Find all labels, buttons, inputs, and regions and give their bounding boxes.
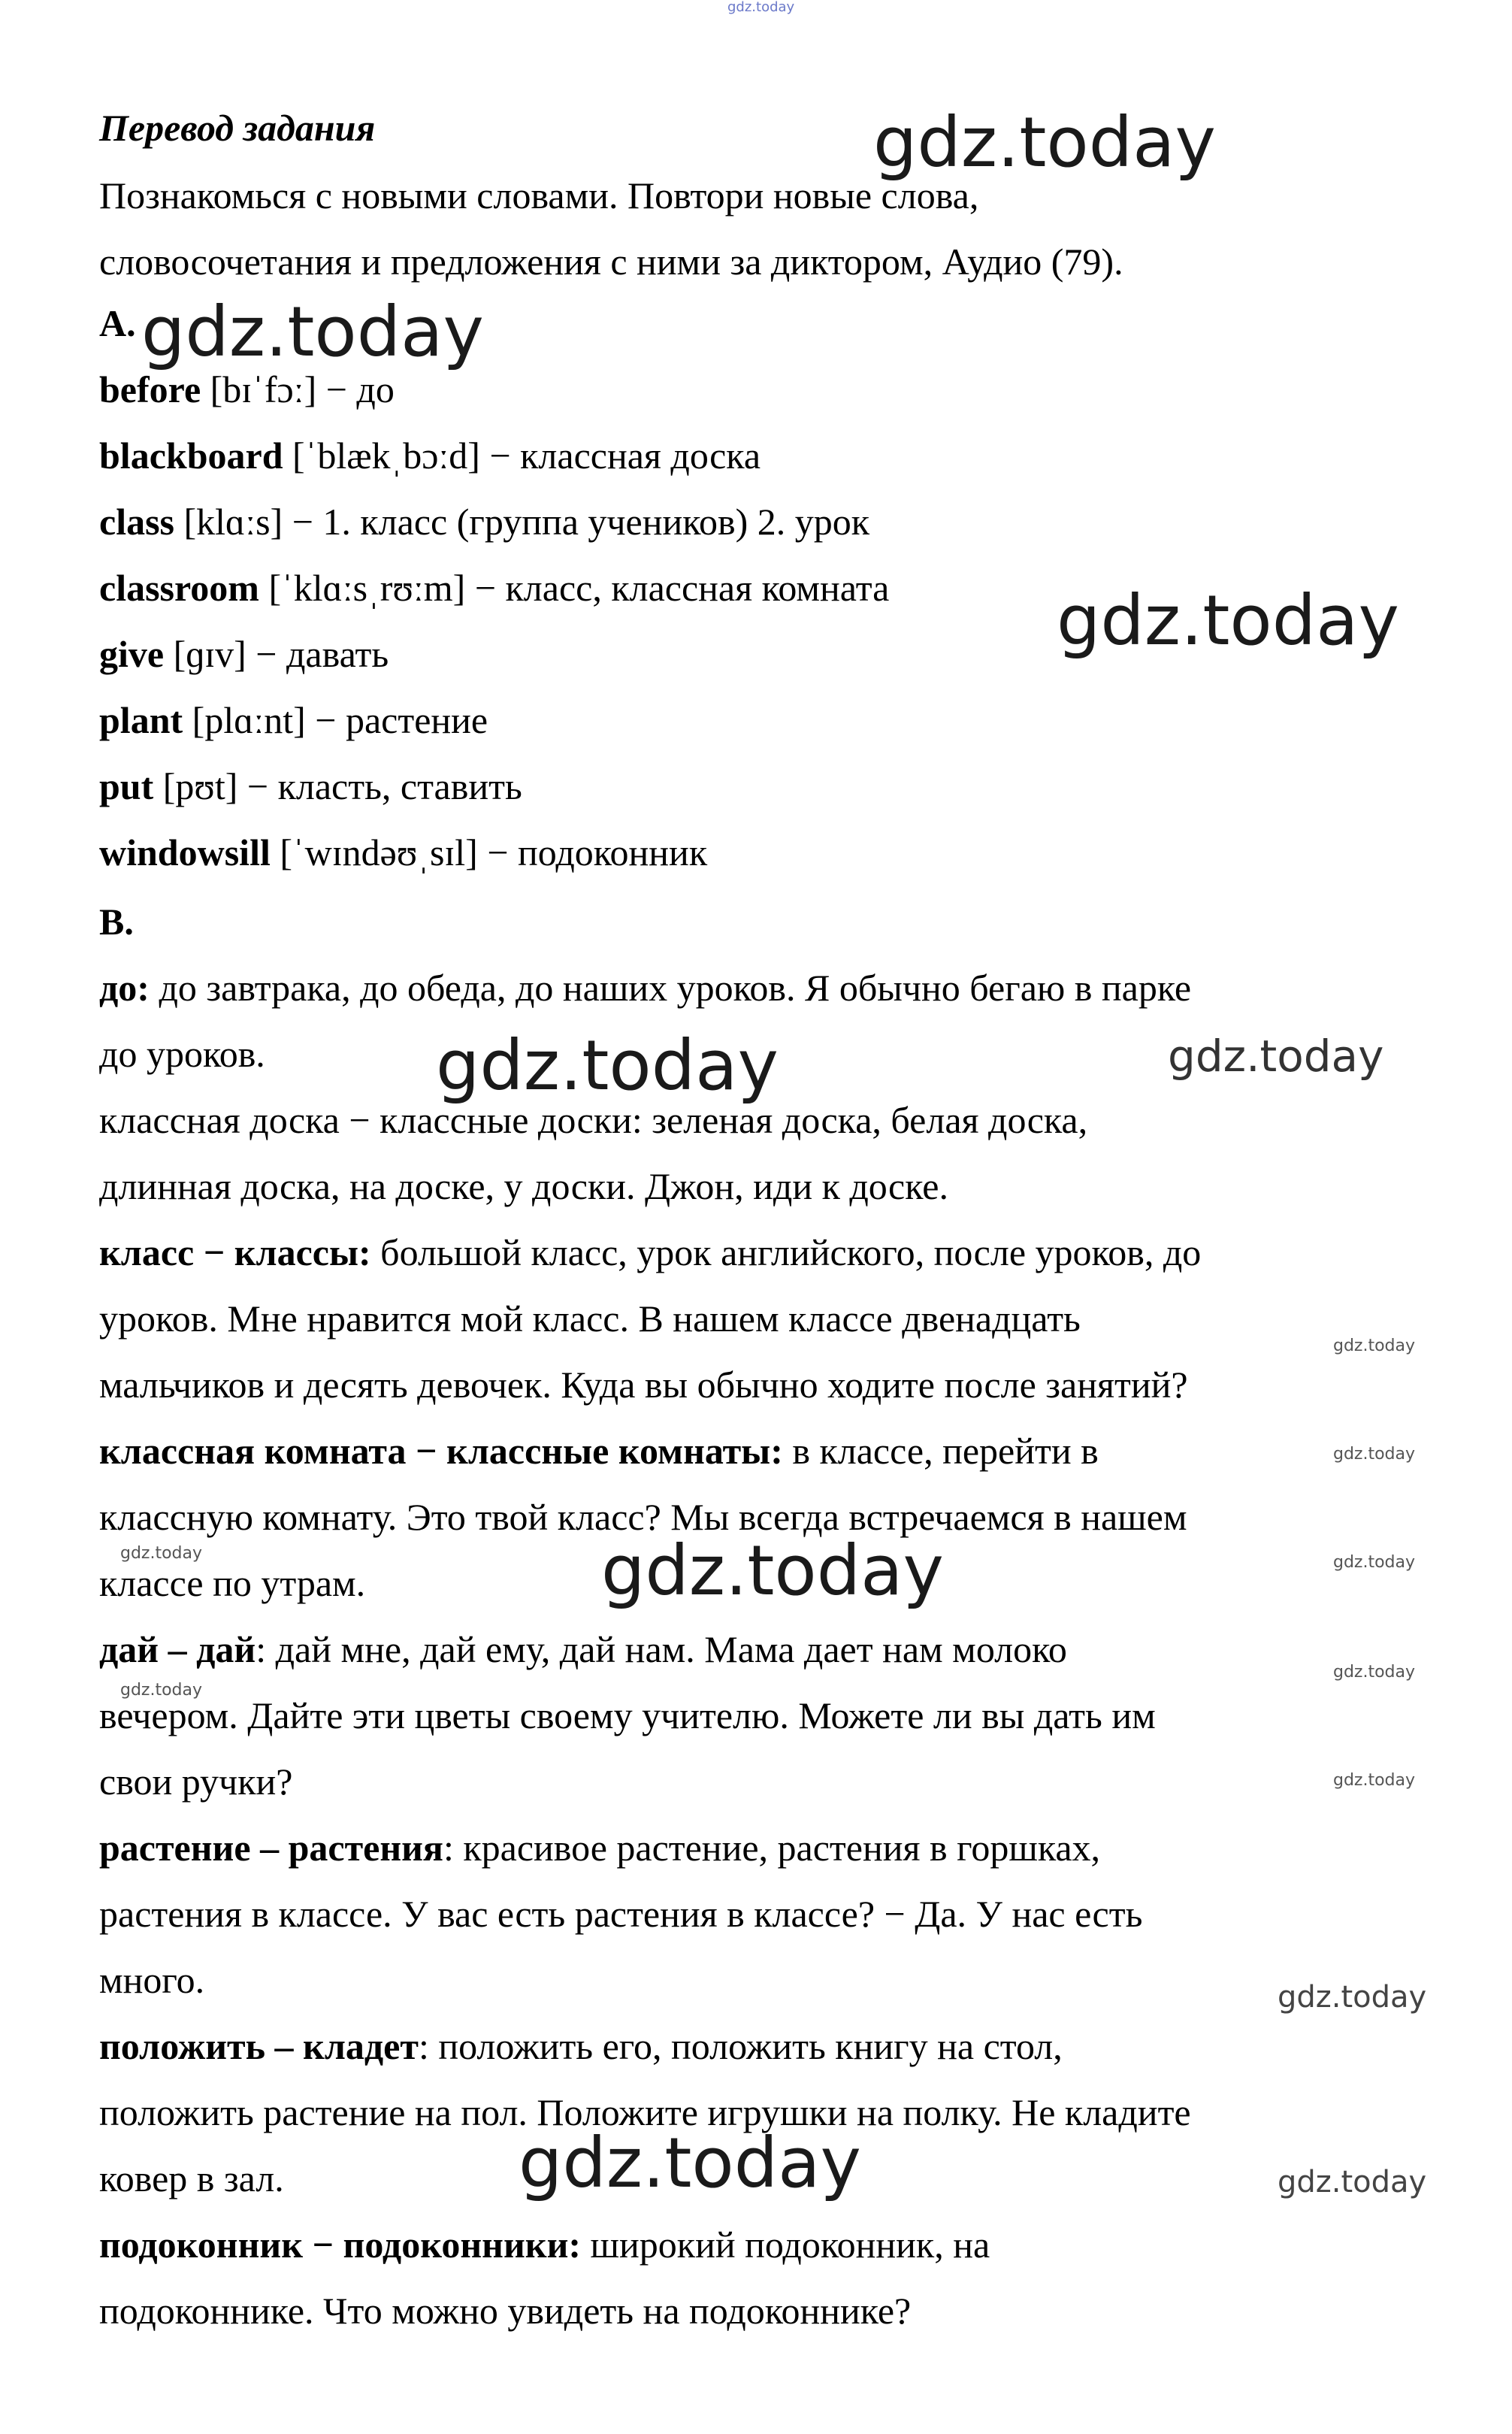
entry-text: подоконнике. Что можно увидеть на подоконнике?	[99, 2290, 912, 2332]
entry-line	[99, 1957, 204, 2003]
vocab-word: before	[99, 368, 201, 410]
entry-text: : дай мне, дай ему, дай нам. Мама дает нам молоко	[256, 1628, 1067, 1670]
intro-line-2: словосочетания и предложения с ними за диктором, Аудио (79).	[99, 241, 1123, 283]
watermark: gdz.today	[141, 292, 484, 372]
section-b-label: B.	[99, 901, 134, 943]
entry-text: мальчиков и десять девочек. Куда вы обычно ходите после занятий?	[99, 1364, 1188, 1406]
vocab-item	[99, 433, 761, 478]
entry-line	[99, 2222, 990, 2267]
vocab-item	[99, 565, 889, 610]
vocab-definition: [ˈblækˌbɔːd] − классная доска	[283, 434, 761, 477]
vocab-definition: [ˈklɑːsˌrʊːm] − класс, классная комната	[259, 567, 890, 609]
entry-term: класс − классы:	[99, 1231, 371, 1273]
entry-line	[99, 1825, 1100, 1870]
entry-line	[99, 1627, 1067, 1672]
entry-line	[99, 1164, 948, 1209]
vocab-item	[99, 499, 869, 544]
entry-line	[99, 1230, 1201, 1275]
entry-line	[99, 2288, 911, 2333]
watermark: gdz.today	[519, 2123, 861, 2203]
vocab-definition: [bɪˈfɔː] − до	[201, 368, 395, 410]
entry-line	[99, 1494, 1187, 1539]
entry-text: свои ручки?	[99, 1760, 293, 1803]
entry-text: до уроков.	[99, 1033, 265, 1075]
entry-text: большой класс, урок английского, после уроков, до	[370, 1231, 1202, 1273]
vocab-item	[99, 367, 395, 412]
watermark-top: gdz.today	[727, 0, 795, 15]
vocab-item	[99, 830, 707, 875]
vocab-word: give	[99, 633, 165, 675]
entry-text: : красивое растение, растения в горшках,	[443, 1827, 1101, 1869]
entry-text: классе по утрам.	[99, 1562, 366, 1604]
watermark: gdz.today	[1278, 1980, 1427, 2015]
watermark: gdz.today	[1057, 580, 1399, 661]
entry-line	[99, 1296, 1081, 1341]
entry-line	[99, 1097, 1087, 1143]
intro-line-1: Познакомься с новыми словами. Повтори новые слова,	[99, 174, 979, 216]
watermark: gdz.today	[1333, 1553, 1416, 1572]
entry-text: длинная доска, на доске, у доски. Джон, иди к доске.	[99, 1165, 948, 1207]
entry-text: много.	[99, 1959, 205, 2001]
vocab-definition: [plɑːnt] − растение	[183, 699, 488, 741]
watermark: gdz.today	[1333, 1663, 1416, 1682]
entry-text: растения в классе. У вас есть растения в классе? − Да. У нас есть	[99, 1893, 1143, 1935]
vocab-word: put	[99, 765, 154, 807]
section-heading: Перевод задания	[99, 107, 376, 149]
entry-line	[99, 2090, 1191, 2135]
vocab-word: blackboard	[99, 434, 283, 477]
entry-line	[99, 1561, 365, 1606]
vocab-definition: [klɑːs] − 1. класс (группа учеников) 2. урок	[174, 501, 870, 543]
entry-text: вечером. Дайте эти цветы своему учителю. Можете ли вы дать им	[99, 1694, 1156, 1736]
entry-text: классную комнату. Это твой класс? Мы всегда встречаемся в нашем	[99, 1496, 1187, 1538]
entry-term: подоконник − подоконники:	[99, 2224, 582, 2266]
entry-term: положить – кладет	[99, 2025, 419, 2067]
watermark: gdz.today	[601, 1530, 944, 1611]
entry-term: дай – дай	[99, 1628, 256, 1670]
watermark: gdz.today	[1333, 1337, 1416, 1355]
vocab-item	[99, 631, 389, 677]
vocab-definition: [ˈwɪndəʊˌsɪl] − подоконник	[270, 831, 708, 873]
vocab-word: classroom	[99, 567, 259, 609]
entry-text: : положить его, положить книгу на стол,	[418, 2025, 1063, 2067]
entry-line	[99, 2156, 284, 2201]
watermark: gdz.today	[436, 1025, 779, 1106]
vocab-word: plant	[99, 699, 183, 741]
entry-line	[99, 1031, 265, 1076]
vocab-definition: [pʊt] − класть, ставить	[153, 765, 522, 807]
entry-text: уроков. Мне нравится мой класс. В нашем классе двенадцать	[99, 1297, 1081, 1340]
entry-line	[99, 1891, 1142, 1936]
entry-line	[99, 965, 1191, 1010]
entry-text: широкий подоконник, на	[581, 2224, 990, 2266]
vocab-word: class	[99, 501, 174, 543]
entry-term: растение – растения	[99, 1827, 443, 1869]
vocab-definition: [ɡɪv] − давать	[164, 633, 389, 675]
watermark: gdz.today	[1168, 1031, 1384, 1082]
entry-term: до:	[99, 967, 150, 1009]
watermark: gdz.today	[873, 102, 1216, 183]
section-a-label: A.	[99, 302, 136, 344]
entry-term: классная комната − классные комнаты:	[99, 1430, 783, 1472]
vocab-item	[99, 698, 488, 743]
entry-line	[99, 1759, 292, 1804]
entry-line	[99, 1428, 1099, 1473]
entry-text: положить растение на пол. Положите игрушки на полку. Не кладите	[99, 2091, 1191, 2133]
watermark: gdz.today	[1278, 2165, 1427, 2199]
entry-text: классная доска − классные доски: зеленая доска, белая доска,	[99, 1099, 1088, 1141]
watermark: gdz.today	[120, 1681, 203, 1700]
watermark: gdz.today	[120, 1544, 203, 1563]
entry-line	[99, 1362, 1188, 1407]
entry-text: до завтрака, до обеда, до наших уроков. Я обычно бегаю в парке	[149, 967, 1192, 1009]
entry-line	[99, 2024, 1063, 2069]
vocab-item	[99, 764, 522, 809]
entry-text: в классе, перейти в	[782, 1430, 1099, 1472]
entry-line	[99, 1693, 1156, 1738]
watermark: gdz.today	[1333, 1771, 1416, 1790]
vocab-word: windowsill	[99, 831, 271, 873]
watermark: gdz.today	[1333, 1445, 1416, 1464]
entry-text: ковер в зал.	[99, 2157, 284, 2199]
